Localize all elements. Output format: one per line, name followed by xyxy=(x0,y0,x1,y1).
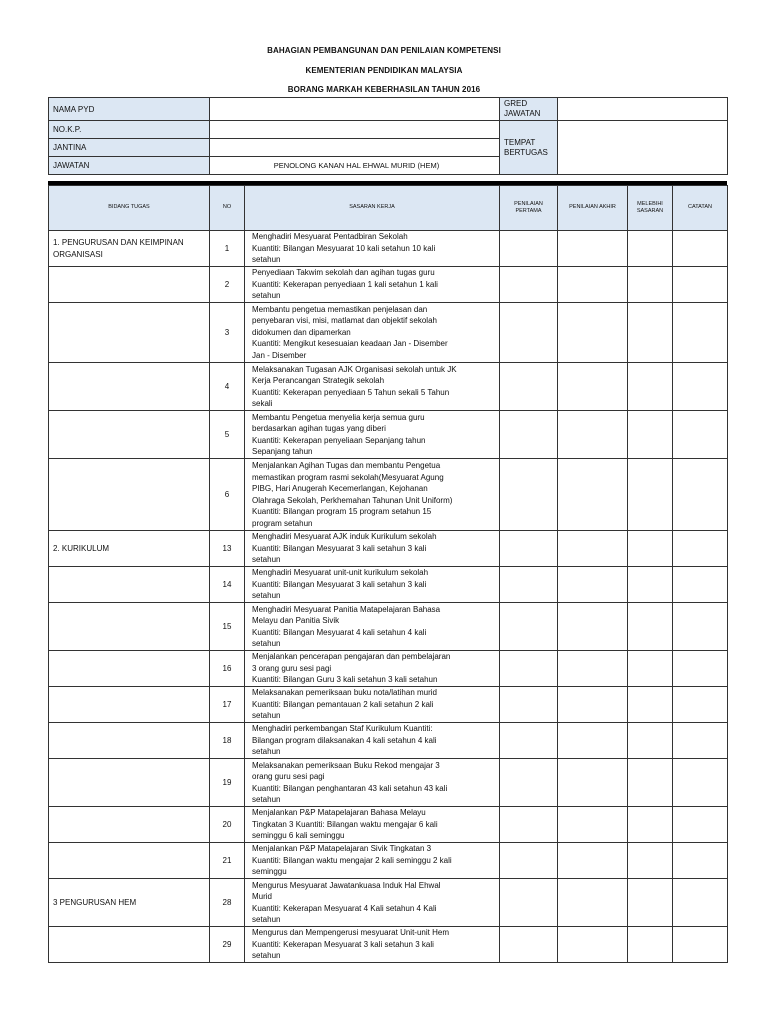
table-row xyxy=(49,927,728,963)
melebihi-sasaran-input[interactable] xyxy=(628,567,673,603)
melebihi-sasaran-input[interactable] xyxy=(628,759,673,807)
catatan-input[interactable] xyxy=(673,723,728,759)
sasaran-line: program setahun xyxy=(252,518,313,528)
label-tempat: TEMPAT xyxy=(504,137,536,147)
sasaran-line: PIBG, Hari Anugerah Kecemerlangan, Kejohanan xyxy=(252,484,428,493)
table-row xyxy=(49,759,728,807)
penilaian-pertama-input[interactable] xyxy=(500,567,558,603)
sasaran-line: Sepanjang tahun xyxy=(252,447,313,456)
sasaran-line: Kuantiti: Bilangan waktu mengajar 2 kali seminggu 2 kali xyxy=(252,855,452,865)
header-line-1: BAHAGIAN PEMBANGUNAN DAN PENILAIAN KOMPETENSI xyxy=(267,46,501,55)
row-number: 19 xyxy=(210,759,245,807)
catatan-input[interactable] xyxy=(673,843,728,879)
melebihi-sasaran-input[interactable] xyxy=(628,687,673,723)
sasaran-kerja-cell xyxy=(245,603,500,651)
penilaian-akhir-input[interactable] xyxy=(558,531,628,567)
melebihi-sasaran-input[interactable] xyxy=(628,267,673,303)
catatan-input[interactable] xyxy=(673,651,728,687)
sasaran-line: Membantu Pengetua menyelia kerja semua guru xyxy=(252,412,425,422)
sasaran-kerja-cell xyxy=(245,363,500,411)
melebihi-sasaran-input[interactable] xyxy=(628,807,673,843)
sasaran-line: Menghadiri Mesyuarat unit-unit kurikulum sekolah xyxy=(252,568,429,578)
bidang-tugas-cell xyxy=(49,687,210,723)
row-number: 28 xyxy=(210,879,245,927)
sasaran-line: Kuantiti: Bilangan Mesyuarat 10 kali setahun 10 kali xyxy=(252,243,436,253)
label-gred: GRED xyxy=(504,99,528,108)
bidang-tugas-cell xyxy=(49,843,210,879)
penilaian-akhir-input[interactable] xyxy=(558,267,628,303)
col-no: NO xyxy=(210,186,245,231)
sasaran-line: Murid xyxy=(252,892,273,901)
label-bertugas: BERTUGAS xyxy=(504,147,548,157)
sasaran-line: Tingkatan 3 Kuantiti: Bilangan waktu mengajar 6 kali xyxy=(252,819,438,829)
bidang-tugas-cell xyxy=(49,759,210,807)
sasaran-kerja-cell xyxy=(245,303,500,363)
bidang-tugas-cell xyxy=(49,723,210,759)
sasaran-line: Melayu dan Panitia Sivik xyxy=(252,616,340,625)
col-melebihi-l2: SASARAN xyxy=(636,208,664,214)
penilaian-pertama-input[interactable] xyxy=(500,267,558,303)
catatan-input[interactable] xyxy=(673,531,728,567)
melebihi-sasaran-input[interactable] xyxy=(628,651,673,687)
table-row xyxy=(49,411,728,459)
sasaran-line: Menghadiri Mesyuarat AJK induk Kurikulum sekolah xyxy=(252,532,437,542)
penilaian-akhir-input[interactable] xyxy=(558,723,628,759)
bidang-tugas-cell xyxy=(49,363,210,411)
penilaian-pertama-input[interactable] xyxy=(500,231,558,267)
sasaran-line: Kuantiti: Bilangan program 15 program setahun 15 xyxy=(252,507,432,516)
sasaran-line: Kuantiti: Kekerapan penyediaan 1 kali setahun 1 kali xyxy=(252,279,438,289)
row-number: 18 xyxy=(210,723,245,759)
sasaran-kerja-cell xyxy=(245,687,500,723)
penilaian-pertama-input[interactable] xyxy=(500,603,558,651)
col-melebihi-sasaran xyxy=(628,186,673,231)
label-jawatan: JAWATAN xyxy=(49,157,210,175)
sasaran-line: setahun xyxy=(252,291,281,301)
sasaran-line: seminggu 6 kali seminggu xyxy=(252,831,345,841)
label-gred-jawatan xyxy=(500,98,558,121)
sasaran-kerja-cell xyxy=(245,843,500,879)
sasaran-line: setahun xyxy=(252,591,281,601)
penilaian-pertama-input[interactable] xyxy=(500,879,558,927)
label-nokp: NO.K.P. xyxy=(49,121,210,139)
melebihi-sasaran-input[interactable] xyxy=(628,363,673,411)
catatan-input[interactable] xyxy=(673,363,728,411)
table-row xyxy=(49,807,728,843)
catatan-input[interactable] xyxy=(673,879,728,927)
table-row xyxy=(49,603,728,651)
nokp-value[interactable] xyxy=(210,121,500,139)
sasaran-kerja-cell xyxy=(245,459,500,531)
bidang-tugas-cell xyxy=(49,927,210,963)
table-row xyxy=(49,723,728,759)
melebihi-sasaran-input[interactable] xyxy=(628,843,673,879)
sasaran-kerja-cell xyxy=(245,567,500,603)
sasaran-kerja-cell xyxy=(245,879,500,927)
sasaran-line: Kuantiti: Bilangan pemantauan 2 kali setahun 2 kali xyxy=(252,699,434,709)
sasaran-line: setahun xyxy=(252,951,281,961)
sasaran-kerja-cell xyxy=(245,231,500,267)
penilaian-pertama-input[interactable] xyxy=(500,303,558,363)
table-row xyxy=(49,459,728,531)
label-jawatan-gred: JAWATAN xyxy=(504,109,541,118)
sasaran-line: Bilangan program dilaksanakan 4 kali setahun 4 kali xyxy=(252,735,437,745)
table-row xyxy=(49,687,728,723)
sasaran-line: Jan - Disember xyxy=(252,350,307,360)
row-number: 6 xyxy=(210,459,245,531)
penilaian-pertama-input[interactable] xyxy=(500,651,558,687)
sasaran-line: Kuantiti: Bilangan Mesyuarat 3 kali setahun 3 kali xyxy=(252,543,427,553)
sasaran-line: Mengurus dan Mempengerusi mesyuarat Unit-unit Hem xyxy=(252,928,449,938)
label-tempat-bertugas xyxy=(500,121,558,175)
col-penilaian-pertama-l1: PENILAIAN xyxy=(514,201,543,207)
sasaran-line: setahun xyxy=(252,639,281,648)
bidang-tugas-cell xyxy=(49,807,210,843)
sasaran-line: Melaksanakan pemeriksaan Buku Rekod mengajar 3 xyxy=(252,760,440,770)
catatan-input[interactable] xyxy=(673,231,728,267)
table-row xyxy=(49,363,728,411)
sasaran-kerja-cell xyxy=(245,807,500,843)
row-number: 1 xyxy=(210,231,245,267)
penilaian-akhir-input[interactable] xyxy=(558,759,628,807)
penilaian-pertama-input[interactable] xyxy=(500,927,558,963)
sasaran-line: setahun xyxy=(252,555,281,565)
table-row xyxy=(49,843,728,879)
col-catatan: CATATAN xyxy=(673,186,728,231)
bidang-tugas-cell xyxy=(49,567,210,603)
catatan-input[interactable] xyxy=(673,807,728,843)
sasaran-line: Kuantiti: Mengikut kesesuaian keadaan Jan - Disember xyxy=(252,339,448,349)
col-penilaian-pertama-l2: PERTAMA xyxy=(515,208,542,214)
sasaran-line: Kuantiti: Bilangan Mesyuarat 4 kali setahun 4 kali xyxy=(252,627,427,637)
melebihi-sasaran-input[interactable] xyxy=(628,927,673,963)
penilaian-akhir-input[interactable] xyxy=(558,687,628,723)
sasaran-table xyxy=(48,185,728,963)
row-number: 14 xyxy=(210,567,245,603)
penilaian-akhir-input[interactable] xyxy=(558,303,628,363)
bidang-tugas-cell xyxy=(49,267,210,303)
row-number: 29 xyxy=(210,927,245,963)
row-number: 5 xyxy=(210,411,245,459)
penilaian-pertama-input[interactable] xyxy=(500,531,558,567)
row-number: 21 xyxy=(210,843,245,879)
penilaian-pertama-input[interactable] xyxy=(500,411,558,459)
sasaran-line: setahun xyxy=(252,915,281,924)
label-jantina: JANTINA xyxy=(49,139,210,157)
row-number: 4 xyxy=(210,363,245,411)
penilaian-akhir-input[interactable] xyxy=(558,927,628,963)
bidang-tugas-cell: 2. KURIKULUM xyxy=(49,531,210,567)
melebihi-sasaran-input[interactable] xyxy=(628,603,673,651)
row-number: 20 xyxy=(210,807,245,843)
penilaian-pertama-input[interactable] xyxy=(500,759,558,807)
sasaran-line: Menjalankan P&P Matapelajaran Bahasa Melayu xyxy=(252,808,426,818)
sasaran-line: berdasarkan agihan tugas yang diberi xyxy=(252,424,386,433)
sasaran-line: setahun xyxy=(252,747,281,757)
jawatan-value: PENOLONG KANAN HAL EHWAL MURID (HEM) xyxy=(210,157,500,175)
tempat-bertugas-value[interactable] xyxy=(558,121,728,175)
sasaran-line: sekali xyxy=(252,399,273,408)
bidang-tugas-cell xyxy=(49,303,210,363)
sasaran-line: orang guru sesi pagi xyxy=(252,772,325,781)
sasaran-line: Kuantiti: Kekerapan penyediaan 5 Tahun sekali 5 Tahun xyxy=(252,387,450,397)
catatan-input[interactable] xyxy=(673,603,728,651)
bidang-tugas-cell xyxy=(49,603,210,651)
sasaran-line: Menjalankan P&P Matapelajaran Sivik Tingkatan 3 xyxy=(252,844,432,854)
sasaran-line: Menghadiri perkembangan Staf Kurikulum Kuantiti: xyxy=(252,724,433,734)
penilaian-akhir-input[interactable] xyxy=(558,567,628,603)
penilaian-akhir-input[interactable] xyxy=(558,807,628,843)
table-row xyxy=(49,531,728,567)
penilaian-akhir-input[interactable] xyxy=(558,411,628,459)
header-line-2: KEMENTERIAN PENDIDIKAN MALAYSIA xyxy=(305,66,463,75)
sasaran-line: Penyediaan Takwim sekolah dan agihan tugas guru xyxy=(252,268,435,278)
sasaran-line: Kerja Perancangan Strategik sekolah xyxy=(252,376,385,385)
sasaran-line: Menghadiri Mesyuarat Panitia Matapelajaran Bahasa xyxy=(252,604,441,614)
sasaran-line: setahun xyxy=(252,795,281,804)
row-number: 3 xyxy=(210,303,245,363)
bidang-tugas-cell xyxy=(49,411,210,459)
melebihi-sasaran-input[interactable] xyxy=(628,411,673,459)
sasaran-line: Menjalankan pencerapan pengajaran dan pembelajaran xyxy=(252,652,451,662)
sasaran-kerja-cell xyxy=(245,267,500,303)
row-number: 16 xyxy=(210,651,245,687)
sasaran-line: Kuantiti: Bilangan Mesyuarat 3 kali setahun 3 kali xyxy=(252,579,427,589)
sasaran-kerja-cell xyxy=(245,927,500,963)
penilaian-pertama-input[interactable] xyxy=(500,723,558,759)
sasaran-line: Menjalankan Agihan Tugas dan membantu Pengetua xyxy=(252,461,441,470)
penilaian-akhir-input[interactable] xyxy=(558,879,628,927)
row-number: 17 xyxy=(210,687,245,723)
table-row xyxy=(49,231,728,267)
table-row xyxy=(49,303,728,363)
catatan-input[interactable] xyxy=(673,687,728,723)
sasaran-line: memastikan program rasmi sekolah(Mesyuarat Agung xyxy=(252,472,444,482)
col-melebihi-l1: MELEBIHI xyxy=(637,201,663,207)
col-penilaian-pertama xyxy=(500,186,558,231)
nama-pyd-value[interactable] xyxy=(210,98,500,121)
table-row xyxy=(49,651,728,687)
gred-jawatan-value[interactable] xyxy=(558,98,728,121)
bidang-tugas-cell: 1. PENGURUSAN DAN KEIMPINAN ORGANISASI xyxy=(49,231,210,267)
sasaran-kerja-cell xyxy=(245,411,500,459)
sasaran-line: Menghadiri Mesyuarat Pentadbiran Sekolah xyxy=(252,232,408,242)
bidang-tugas-cell: 3 PENGURUSAN HEM xyxy=(49,879,210,927)
table-row xyxy=(49,567,728,603)
sasaran-line: Kuantiti: Bilangan penghantaran 43 kali setahun 43 kali xyxy=(252,783,448,793)
table-row xyxy=(49,267,728,303)
row-number: 2 xyxy=(210,267,245,303)
sasaran-kerja-cell xyxy=(245,651,500,687)
sasaran-line: Mengurus Mesyuarat Jawatankuasa Induk Hal Ehwal xyxy=(252,880,441,890)
table-row xyxy=(49,879,728,927)
sasaran-line: Membantu pengetua memastikan penjelasan dan xyxy=(252,304,428,314)
penilaian-akhir-input[interactable] xyxy=(558,231,628,267)
sasaran-line: Kuantiti: Kekerapan Mesyuarat 4 Kali setahun 4 Kali xyxy=(252,903,437,913)
header-line-3: BORANG MARKAH KEBERHASILAN TAHUN 2016 xyxy=(287,85,481,94)
penilaian-pertama-input[interactable] xyxy=(500,459,558,531)
penilaian-akhir-input[interactable] xyxy=(558,651,628,687)
melebihi-sasaran-input[interactable] xyxy=(628,531,673,567)
sasaran-line: setahun xyxy=(252,711,281,721)
melebihi-sasaran-input[interactable] xyxy=(628,303,673,363)
row-number: 13 xyxy=(210,531,245,567)
label-nama-pyd: NAMA PYD xyxy=(49,98,210,121)
sasaran-line: Kuantiti: Bilangan Guru 3 kali setahun 3 kali setahun xyxy=(252,675,438,685)
catatan-input[interactable] xyxy=(673,927,728,963)
sasaran-kerja-cell xyxy=(245,723,500,759)
penilaian-akhir-input[interactable] xyxy=(558,603,628,651)
melebihi-sasaran-input[interactable] xyxy=(628,459,673,531)
penilaian-akhir-input[interactable] xyxy=(558,843,628,879)
penilaian-pertama-input[interactable] xyxy=(500,843,558,879)
sasaran-line: Melaksanakan Tugasan AJK Organisasi sekolah untuk JK xyxy=(252,364,457,374)
catatan-input[interactable] xyxy=(673,303,728,363)
catatan-input[interactable] xyxy=(673,459,728,531)
catatan-input[interactable] xyxy=(673,267,728,303)
penilaian-akhir-input[interactable] xyxy=(558,363,628,411)
sasaran-line: penyebaran visi, misi, matlamat dan objektif sekolah xyxy=(252,316,437,326)
info-table xyxy=(48,97,728,175)
sasaran-line: setahun xyxy=(252,255,281,265)
penilaian-akhir-input[interactable] xyxy=(558,459,628,531)
melebihi-sasaran-input[interactable] xyxy=(628,879,673,927)
sasaran-kerja-cell xyxy=(245,531,500,567)
bidang-tugas-cell xyxy=(49,651,210,687)
catatan-input[interactable] xyxy=(673,759,728,807)
col-penilaian-akhir: PENILAIAN AKHIR xyxy=(558,186,628,231)
sasaran-line: Kuantiti: Kekerapan penyeliaan Sepanjang tahun xyxy=(252,435,426,445)
sasaran-line: Olahraga Sekolah, Perkhemahan Tahunan Unit Uniform) xyxy=(252,495,453,505)
sasaran-line: didokumen dan dipamerkan xyxy=(252,327,351,337)
penilaian-pertama-input[interactable] xyxy=(500,807,558,843)
penilaian-pertama-input[interactable] xyxy=(500,363,558,411)
row-number: 15 xyxy=(210,603,245,651)
col-sasaran-kerja: SASARAN KERJA xyxy=(245,186,500,231)
col-bidang-tugas: BIDANG TUGAS xyxy=(49,186,210,231)
jantina-value[interactable] xyxy=(210,139,500,157)
sasaran-line: 3 orang guru sesi pagi xyxy=(252,663,332,673)
sasaran-line: seminggu xyxy=(252,867,287,877)
catatan-input[interactable] xyxy=(673,411,728,459)
sasaran-line: Kuantiti: Kekerapan Mesyuarat 3 kali setahun 3 kali xyxy=(252,939,434,949)
bidang-tugas-cell xyxy=(49,459,210,531)
sasaran-kerja-cell xyxy=(245,759,500,807)
melebihi-sasaran-input[interactable] xyxy=(628,723,673,759)
melebihi-sasaran-input[interactable] xyxy=(628,231,673,267)
sasaran-line: Melaksanakan pemeriksaan buku nota/latihan murid xyxy=(252,688,437,698)
penilaian-pertama-input[interactable] xyxy=(500,687,558,723)
catatan-input[interactable] xyxy=(673,567,728,603)
